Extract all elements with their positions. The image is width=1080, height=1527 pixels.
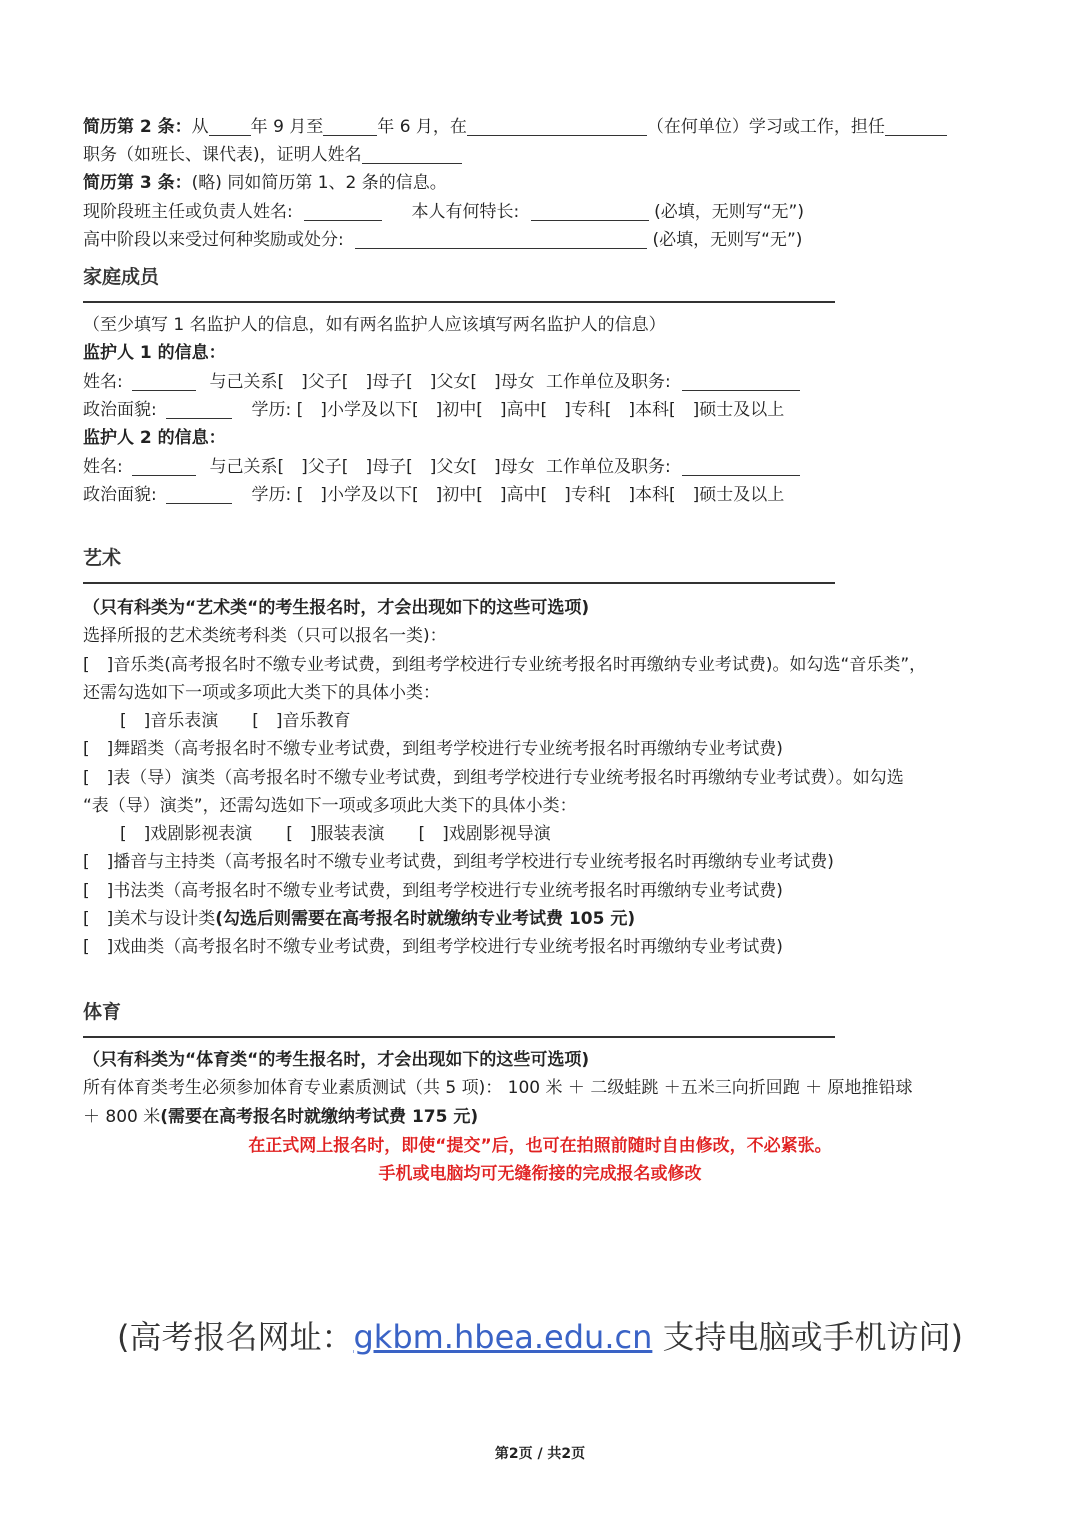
blank-work (682, 457, 800, 476)
work-label: 工作单位及职务: (546, 372, 671, 392)
url-suffix: 支持电脑或手机访问) (652, 1318, 964, 1356)
registration-url-line (0, 1312, 1080, 1358)
blank-position (885, 117, 947, 136)
sports-heading: 体育 (83, 1001, 122, 1023)
art-calligraphy: [ ]书法类（高考报名时不缴专业考试费，到组考学校进行专业统考报名时再缴纳专业考试费) (83, 881, 783, 901)
specialty-label: 本人有何特长: (411, 202, 520, 222)
resume-item-3 (83, 170, 447, 196)
blank-name (132, 372, 196, 391)
work-label: 工作单位及职务: (546, 457, 671, 477)
blank-teacher (304, 202, 382, 221)
art-heading: 艺术 (83, 547, 122, 569)
teacher-label: 现阶段班主任或负责人姓名: (83, 202, 293, 222)
section-divider (83, 1036, 835, 1038)
art-perform-line2: “表（导）演类”，还需勾选如下一项或多项此大类下的具体小类： (83, 796, 577, 816)
notice-line-1: 在正式网上报名时，即使“提交”后，也可在拍照前随时自由修改，不必紧张。 (248, 1136, 832, 1156)
blank-specialty (531, 202, 649, 221)
fine-art-fee-note: (勾选后则需要在高考报名时就缴纳专业考试费 105 元) (215, 909, 636, 929)
blank-awards (355, 230, 647, 249)
blank-work (682, 372, 800, 391)
required-note: (必填，无则写“无”) (654, 202, 804, 222)
sports-tests-line2 (83, 1104, 478, 1130)
art-music-line1: [ ]音乐类(高考报名时不缴专业考试费，到组考学校进行专业统考报名时再缴纳专业考试费)。如勾选“音乐类”， (83, 655, 927, 675)
guardian-1-line1 (83, 369, 800, 395)
teacher-specialty-line (83, 199, 804, 225)
relation-options: 与己关系[ ]父子[ ]母子[ ]父女[ ]母女 (209, 372, 535, 392)
notice-line-2: 手机或电脑均可无缝衔接的完成报名或修改 (378, 1164, 702, 1184)
guardian-2-label: 监护人 2 的信息： (83, 428, 226, 448)
awards-line (83, 227, 802, 253)
awards-label: 高中阶段以来受过何种奖励或处分: (83, 230, 344, 250)
page-footer: 第2页 / 共2页 (494, 1446, 586, 1462)
blank-start-year (209, 117, 251, 136)
sports-fee-note: (需要在高考报名时就缴纳考试费 175 元) (160, 1107, 479, 1127)
resume-item-2-line1 (83, 114, 947, 140)
guardian-1-label: 监护人 1 的信息： (83, 343, 226, 363)
art-opera: [ ]戏曲类（高考报名时不缴专业考试费，到组考学校进行专业统考报名时再缴纳专业考试费) (83, 937, 783, 957)
art-perform-subcategories: [ ]戏剧影视表演 [ ]服装表演 [ ]戏剧影视导演 (120, 824, 551, 844)
art-intro: 选择所报的艺术类统考科类（只可以报名一类)： (83, 626, 447, 646)
section-divider (83, 582, 835, 584)
url-prefix: (高考报名网址： (116, 1318, 354, 1356)
family-note: （至少填写 1 名监护人的信息，如有两名监护人应该填写两名监护人的信息） (83, 315, 666, 335)
blank-unit (467, 117, 647, 136)
text: ＋ 800 米 (83, 1107, 161, 1127)
art-music-subcategories: [ ]音乐表演 [ ]音乐教育 (120, 711, 351, 731)
guardian-2-line1 (83, 454, 800, 480)
required-note: (必填，无则写“无”) (652, 230, 803, 250)
text: 职务（如班长、课代表)，证明人姓名 (83, 145, 362, 165)
text: (略) 同如简历第 1、2 条的信息。 (191, 173, 447, 193)
text: 从 (191, 117, 209, 137)
registration-link[interactable]: gkbm.hbea.edu.cn (353, 1318, 653, 1356)
guardian-2-line2 (83, 482, 784, 508)
art-fine-art (83, 906, 635, 932)
politics-label: 政治面貌: (83, 400, 157, 420)
politics-label: 政治面貌: (83, 485, 157, 505)
education-options: 学历: [ ]小学及以下[ ]初中[ ]高中[ ]专科[ ]本科[ ]硕士及以上 (251, 400, 785, 420)
section-divider (83, 301, 835, 303)
blank-end-year (323, 117, 377, 136)
text: （在何单位）学习或工作，担任 (646, 117, 885, 137)
sports-tests-line1: 所有体育类考生必须参加体育专业素质测试（共 5 项)： 100 米 ＋ 二级蛙跳 ＋五米三向折回跑 ＋ 原地推铅球 (83, 1078, 913, 1098)
family-heading: 家庭成员 (83, 266, 160, 288)
fine-art-label: [ ]美术与设计类 (83, 909, 216, 929)
blank-name (132, 457, 196, 476)
sports-note: （只有科类为“体育类“的考生报名时，才会出现如下的这些可选项) (83, 1050, 590, 1070)
text: 年 9 月至 (250, 117, 324, 137)
art-music-line2: 还需勾选如下一项或多项此大类下的具体小类： (83, 683, 440, 703)
guardian-1-line2 (83, 397, 784, 423)
art-perform-line1: [ ]表（导）演类（高考报名时不缴专业考试费，到组考学校进行专业统考报名时再缴纳专业考试费）。如勾选 (83, 768, 904, 788)
blank-politics (166, 400, 232, 419)
art-dance: [ ]舞蹈类（高考报名时不缴专业考试费，到组考学校进行专业统考报名时再缴纳专业考试费) (83, 739, 783, 759)
text: 年 6 月，在 (377, 117, 467, 137)
relation-options: 与己关系[ ]父子[ ]母子[ ]父女[ ]母女 (209, 457, 535, 477)
art-note: （只有科类为“艺术类“的考生报名时，才会出现如下的这些可选项) (83, 598, 590, 618)
name-label: 姓名: (83, 457, 123, 477)
resume-item-2-label: 简历第 2 条： (83, 117, 192, 137)
resume-item-3-label: 简历第 3 条： (83, 173, 192, 193)
art-broadcast: [ ]播音与主持类（高考报名时不缴专业考试费，到组考学校进行专业统考报名时再缴纳专业考试费) (83, 852, 834, 872)
blank-witness (362, 145, 462, 164)
education-options: 学历: [ ]小学及以下[ ]初中[ ]高中[ ]专科[ ]本科[ ]硕士及以上 (251, 485, 785, 505)
name-label: 姓名: (83, 372, 123, 392)
blank-politics (166, 485, 232, 504)
resume-item-2-line2 (83, 142, 462, 168)
